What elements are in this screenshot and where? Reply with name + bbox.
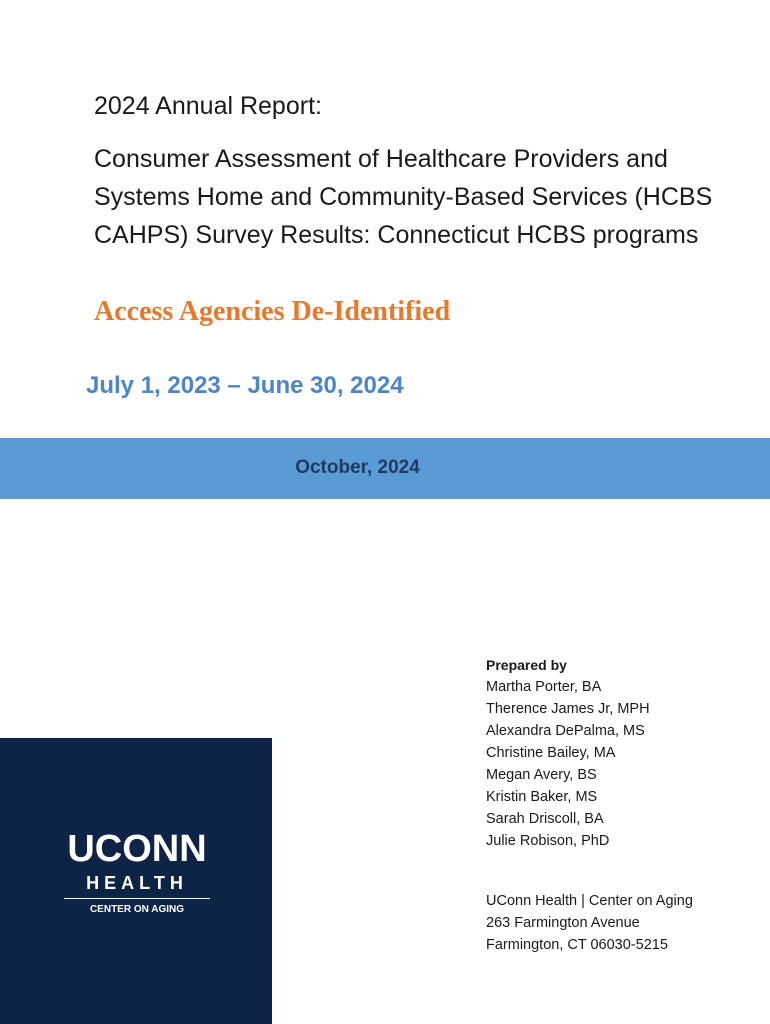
author-name: Sarah Driscoll, BA — [486, 811, 604, 827]
report-subtitle: Access Agencies De-Identified — [94, 296, 451, 327]
author-name: Kristin Baker, MS — [486, 789, 598, 805]
author-name: Therence James Jr, MPH — [486, 701, 650, 717]
author-name: Megan Avery, BS — [486, 767, 597, 783]
logo-health-text: HEALTH — [86, 873, 188, 893]
date-range: July 1, 2023 – June 30, 2024 — [86, 372, 404, 399]
prepared-by-section — [486, 654, 756, 852]
author-name: Christine Bailey, MA — [486, 745, 616, 761]
logo-divider — [64, 898, 210, 899]
author-name: Julie Robison, PhD — [486, 833, 610, 849]
address-street: 263 Farmington Avenue — [486, 915, 640, 931]
author-name: Alexandra DePalma, MS — [486, 723, 645, 739]
report-title: Consumer Assessment of Healthcare Providers and Systems Home and Community-Based Services (HCBS CAHPS) Survey Results: Connecticut HCBS programs — [94, 145, 713, 249]
title-block — [94, 88, 734, 254]
logo-center-text: CENTER ON AGING — [89, 904, 185, 915]
logo-uconn-text: UCONN — [67, 828, 207, 870]
report-label: 2024 Annual Report: — [94, 92, 322, 120]
date-band — [0, 438, 770, 499]
publication-date: October, 2024 — [295, 457, 420, 478]
address-block — [486, 890, 756, 956]
address-city: Farmington, CT 06030-5215 — [486, 937, 668, 953]
uconn-health-logo — [0, 738, 272, 1024]
author-name: Martha Porter, BA — [486, 679, 602, 695]
address-organization: UConn Health | Center on Aging — [486, 893, 693, 909]
prepared-by-heading: Prepared by — [486, 657, 567, 673]
